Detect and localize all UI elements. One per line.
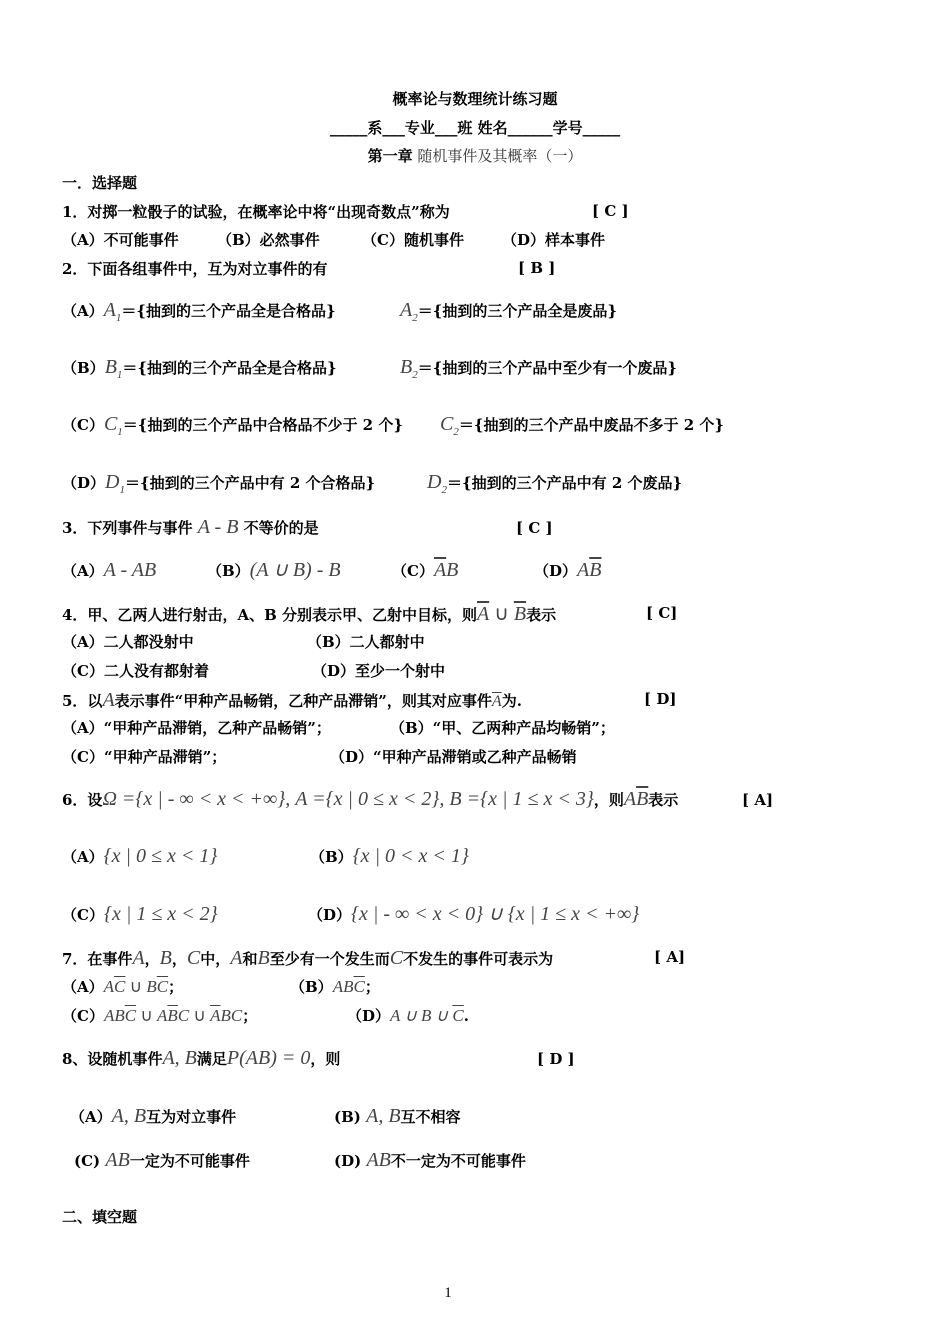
- question-8-stem: 8、设随机事件A, B满足P(AB) = 0，则: [62, 1047, 341, 1069]
- question-5-answer: [ D]: [644, 690, 677, 708]
- document-page: 概率论与数理统计练习题 _____系___专业___班 姓名______学号_____ 第一章 随机事件及其概率（一） 一．选择题 1．对掷一粒骰子的试验，在概率论中将“出现奇数点”称为 [ C ] （A）不可能事件 （B）必然事件 （C）随机事件 （D）样本事件 2．下面各组事件中，互为对立事件的有 [ B ] $(A)A_1=${抽到的三个产品全是合格品} $A_2=${抽到的三个产品全是废品} $(B)B_1=${抽到的三个产品全是合格品} $B_2=${抽到的三个产品中至少有一个废品} $(C)C_1=${抽到的三个产品中合格品不少于 2 个} $C_2=${抽到的三个产品中废品不多于 2 个} $(D)D_1=${抽到的三个产品中有 2 个合格品} $D_2=${抽到的三个产品中有 2 个废品} 3．下列事件与事件 A - B 不等价的是 [ C ] （A）A - AB （B）(A ∪ B) - B $(C)\overline{A}B$ $(D)A\overline{B}$ 4．甲、乙两人进行射击，A、B 分别表示甲、乙射中目标，则$\overline{A}$ ∪ $\overline{B}$表示 [ C] （A）二人都没射中 （B）二人都射中 （C）二人没有都射着 （D）至少一个射中 5．以A表示事件“甲种产品畅销，乙种产品滞销”，则其对应事件$\overline{A}$为. [ D] （A）“甲种产品滞销，乙种产品畅销”； （B）“甲、乙两种产品均畅销”； （C）“甲种产品滞销”； （D）“甲种产品滞销或乙种产品畅销 6．设Ω ={x | - ∞ < x < +∞}, A ={x | 0 ≤ x < 2}, B ={x | 1 ≤ x < 3}，则$A\overline{B}$表示 [ A] （A）{x | 0 ≤ x < 1} （B）{x | 0 < x < 1} （C）{x | 1 ≤ x < 2} （D）{x | - ∞ < x < 0} ∪ {x | 1 ≤ x < +∞} 7．在事件A，B，C中，A和B至少有一个发生而C不发生的事件可表示为 [ A] $(A)A\overline{C}$ ∪ $B\overline{C}$； $(B)AB\overline{C}$； $(C)AB\overline{C}$ ∪ $A\overline{B}C$ ∪ $\overline{A}BC$； （D）A ∪ B ∪ $\overline{C}$. 8、设随机事件A, B满足P(AB) = 0，则 [ D ] （A）A, B互为对立事件 (B) A, B互不相容 (C) AB一定为不可能事件 (D) AB不一定为不可能事件 二、填空题 1: [0, 0, 950, 1342]
- question-3-answer: [ C ]: [516, 519, 553, 537]
- question-8-answer: [ D ]: [537, 1050, 575, 1068]
- question-4-stem: 4．甲、乙两人进行射击，A、B 分别表示甲、乙射中目标，则$\overline{A}$ ∪ $\overline{B}$表示: [62, 603, 557, 625]
- question-6-stem: 6．设Ω ={x | - ∞ < x < +∞}, A ={x | 0 ≤ x < 2}, B ={x | 1 ≤ x < 3}，则$A\overline{B}$表示: [62, 788, 679, 810]
- q1-option-d: （D）样本事件: [502, 231, 606, 249]
- question-3-stem: 3．下列事件与事件 A - B 不等价的是: [62, 516, 319, 538]
- question-2-answer: [ B ]: [518, 259, 556, 277]
- question-4-answer: [ C]: [646, 604, 678, 622]
- question-7-answer: [ A]: [654, 948, 686, 966]
- chapter-title: 随机事件及其概率（一）: [412, 147, 583, 165]
- q1-option-c: （C）随机事件: [362, 231, 464, 249]
- page-title: 概率论与数理统计练习题: [392, 90, 558, 108]
- question-2-stem: 2．下面各组事件中，互为对立事件的有: [62, 260, 328, 278]
- chapter-number: 第一章: [367, 147, 413, 165]
- question-1-answer: [ C ]: [592, 202, 629, 220]
- question-6-answer: [ A]: [742, 791, 774, 809]
- section-choice-heading: 一．选择题: [62, 174, 138, 192]
- q2-option-c: $(C)C_1=${抽到的三个产品中合格品不少于 2 个} $C_2=${抽到的三个产品中废品不多于 2 个}: [62, 413, 725, 438]
- q1-option-b: （B）必然事件: [217, 231, 320, 249]
- q2-option-d: $(D)D_1=${抽到的三个产品中有 2 个合格品} $D_2=${抽到的三个产品中有 2 个废品}: [62, 471, 683, 496]
- section-fill-blank-heading: 二、填空题: [62, 1208, 138, 1226]
- q2-option-b: $(B)B_1=${抽到的三个产品全是合格品} $B_2=${抽到的三个产品中至少有一个废品}: [62, 356, 678, 381]
- q1-option-a: （A）不可能事件: [62, 231, 179, 249]
- question-5-stem: 5．以A表示事件“甲种产品畅销，乙种产品滞销”，则其对应事件$\overline{A}$为.: [62, 689, 522, 711]
- question-7-stem: 7．在事件A，B，C中，A和B至少有一个发生而C不发生的事件可表示为: [62, 947, 554, 969]
- question-1-stem: 1．对掷一粒骰子的试验，在概率论中将“出现奇数点”称为: [62, 203, 450, 221]
- page-number: 1: [444, 1285, 452, 1301]
- q2-option-a: $(A)A_1=${抽到的三个产品全是合格品} $A_2=${抽到的三个产品全是废品}: [62, 299, 618, 324]
- chapter-heading: [0, 145, 950, 166]
- student-info-line: _____系___专业___班 姓名______学号_____: [329, 119, 621, 137]
